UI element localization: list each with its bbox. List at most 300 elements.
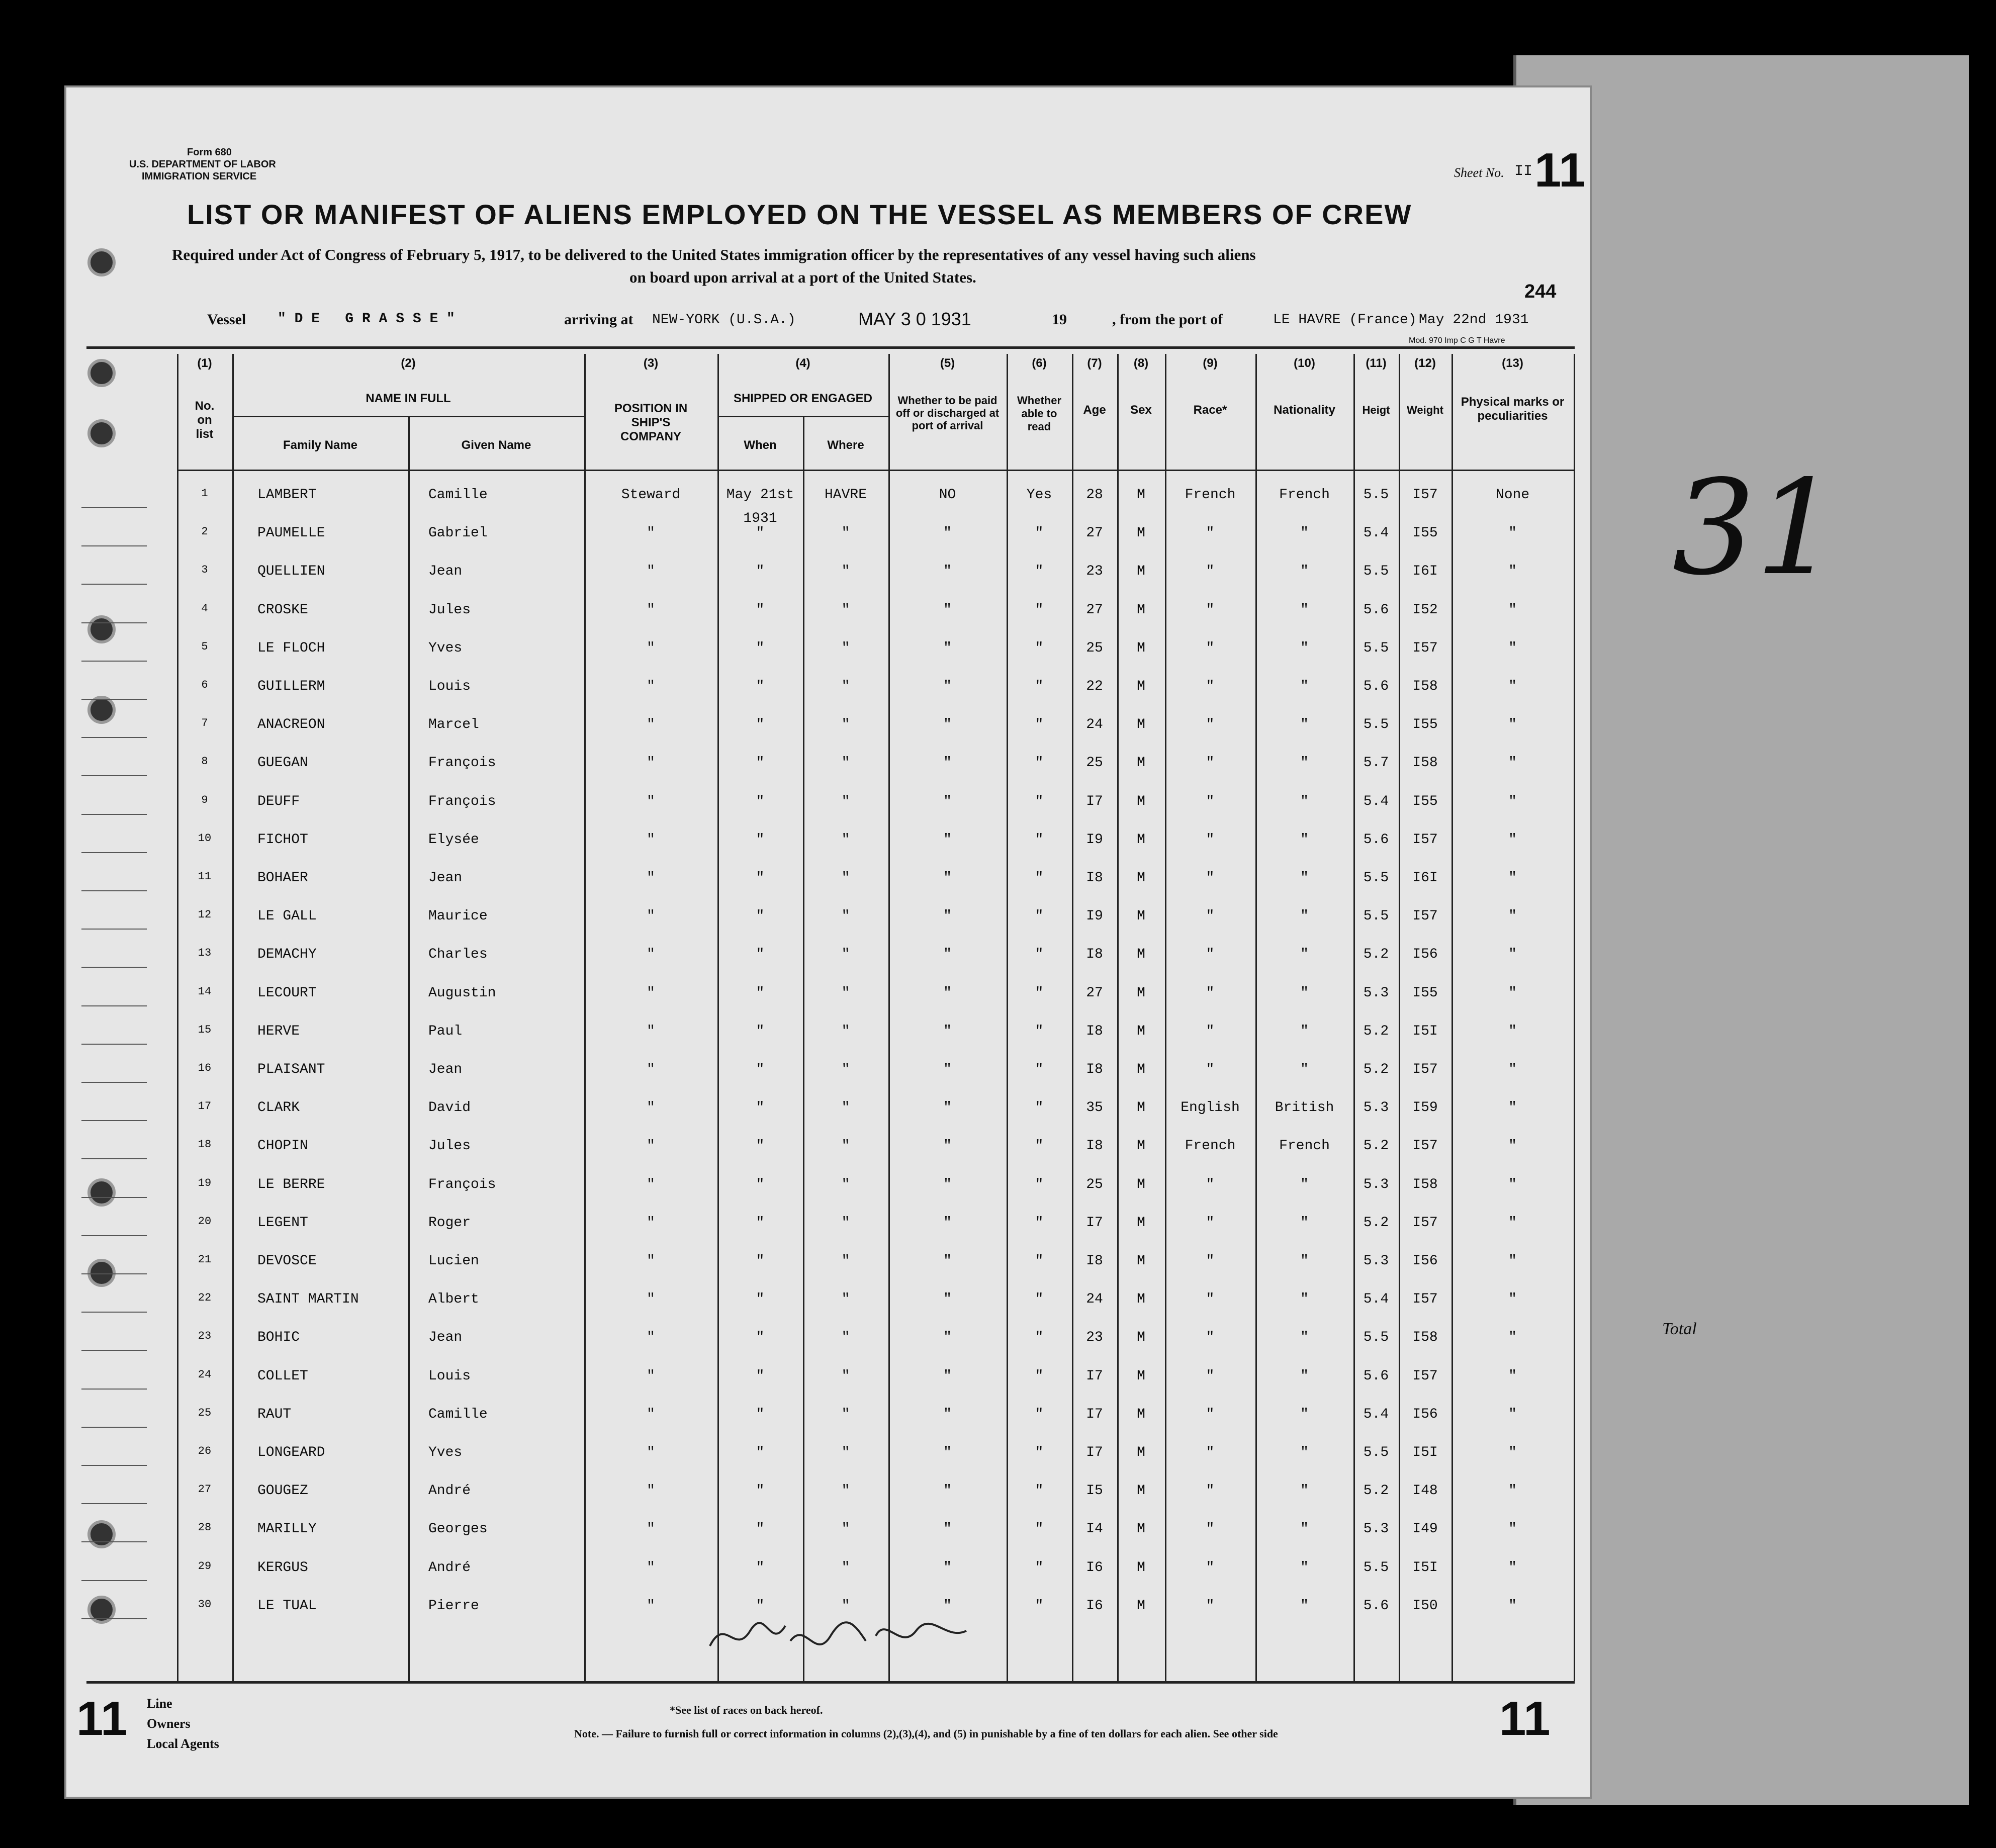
- cell-shipped-when: ": [756, 1176, 765, 1192]
- cell-given-name: François: [428, 1176, 496, 1192]
- row-rule: [81, 1120, 147, 1121]
- cell-able-to-read: ": [1035, 870, 1044, 886]
- cell-able-to-read: Yes: [1026, 487, 1052, 503]
- cell-family-name: QUELLIEN: [257, 564, 325, 580]
- cell-sex: M: [1137, 908, 1145, 925]
- cell-shipped-when: ": [756, 1291, 765, 1308]
- cell-shipped-when: ": [756, 1215, 765, 1231]
- cell-shipped-where: ": [841, 1062, 850, 1077]
- cell-nationality: French: [1279, 1138, 1330, 1154]
- cell-given-name: Camille: [428, 1406, 488, 1422]
- cell-family-name: DEUFF: [257, 793, 300, 809]
- punch-hole: [87, 1596, 116, 1624]
- cell-age: I7: [1086, 1215, 1103, 1231]
- cell-race: ": [1206, 1330, 1215, 1346]
- row-rule: [81, 737, 147, 738]
- punch-hole: [87, 1259, 116, 1287]
- vessel-name: " D E G R A S S E ": [278, 311, 455, 327]
- col-border: [1117, 354, 1119, 1681]
- cell-shipped-when: ": [756, 1253, 765, 1269]
- cell-shipped-when: ": [756, 1138, 765, 1154]
- cell-shipped-when: ": [756, 525, 765, 541]
- cell-shipped-where: ": [841, 602, 850, 618]
- punch-hole: [87, 419, 116, 447]
- cell-age: I5: [1086, 1483, 1103, 1499]
- col-header-list-no: No. on list: [195, 399, 215, 441]
- cell-sex: M: [1137, 1598, 1145, 1614]
- cell-paid-off: ": [943, 1406, 952, 1422]
- col-header-when: When: [744, 438, 777, 452]
- cell-row-number: 18: [198, 1138, 212, 1151]
- cell-shipped-where: ": [841, 1445, 850, 1460]
- row-rule: [81, 1618, 147, 1619]
- col-num-6: (6): [1032, 356, 1047, 370]
- cell-sex: M: [1137, 1368, 1145, 1384]
- col-border: [232, 354, 234, 1681]
- cell-position: ": [647, 1100, 655, 1116]
- cell-shipped-where: ": [841, 793, 850, 809]
- cell-age: 24: [1086, 1291, 1103, 1308]
- cell-weight: I5I: [1412, 1023, 1438, 1039]
- cell-row-number: 25: [198, 1406, 212, 1419]
- cell-weight: I49: [1412, 1521, 1438, 1537]
- cell-given-name: Jean: [428, 870, 463, 886]
- row-rule: [81, 1465, 147, 1466]
- cell-row-number: 17: [198, 1100, 212, 1113]
- cell-row-number: 15: [198, 1023, 212, 1036]
- cell-age: I8: [1086, 1253, 1103, 1269]
- cell-position: ": [647, 1253, 655, 1269]
- cell-able-to-read: ": [1035, 1521, 1044, 1537]
- cell-nationality: ": [1300, 793, 1309, 809]
- cell-age: I7: [1086, 793, 1103, 809]
- cell-weight: I58: [1412, 679, 1438, 694]
- cell-age: I8: [1086, 1138, 1103, 1154]
- punch-hole: [87, 1178, 116, 1207]
- cell-height: 5.3: [1363, 1100, 1389, 1116]
- cell-physical-marks: ": [1508, 1406, 1517, 1422]
- cell-able-to-read: ": [1035, 985, 1044, 1001]
- col-header-read: Whether able to read: [1017, 394, 1061, 433]
- cell-given-name: Charles: [428, 947, 488, 963]
- cell-position: ": [647, 1215, 655, 1231]
- cell-shipped-when: ": [756, 870, 765, 886]
- footer-number-right: 11: [1499, 1692, 1551, 1745]
- cell-shipped-where: ": [841, 1215, 850, 1231]
- cell-shipped-when: ": [756, 1023, 765, 1039]
- cell-height: 5.3: [1363, 1521, 1389, 1537]
- cell-position: ": [647, 1291, 655, 1308]
- cell-age: I7: [1086, 1445, 1103, 1460]
- cell-given-name: François: [428, 755, 496, 771]
- cell-shipped-when: ": [756, 1521, 765, 1537]
- cell-shipped-when: ": [756, 793, 765, 809]
- cell-age: 25: [1086, 1176, 1103, 1192]
- row-rule: [81, 1541, 147, 1542]
- footer-line-label: Line: [147, 1696, 172, 1711]
- row-rule: [81, 1044, 147, 1045]
- col-header-shipped: SHIPPED OR ENGAGED: [733, 392, 873, 405]
- cell-race: ": [1206, 831, 1215, 848]
- cell-family-name: LE BERRE: [257, 1176, 325, 1192]
- row-rule: [81, 1312, 147, 1313]
- cell-nationality: ": [1300, 564, 1309, 580]
- cell-position: ": [647, 717, 655, 733]
- cell-row-number: 2: [201, 525, 208, 538]
- cell-nationality: ": [1300, 1023, 1309, 1039]
- cell-able-to-read: ": [1035, 831, 1044, 848]
- cell-nationality: ": [1300, 1368, 1309, 1384]
- cell-position: ": [647, 1559, 655, 1576]
- cell-position: ": [647, 947, 655, 963]
- cell-paid-off: ": [943, 1521, 952, 1537]
- cell-race: ": [1206, 602, 1215, 618]
- cell-able-to-read: ": [1035, 602, 1044, 618]
- cell-weight: I57: [1412, 1138, 1438, 1154]
- col-border: [1451, 354, 1453, 1681]
- header-bottom-rule: [177, 470, 1575, 471]
- cell-nationality: ": [1300, 1291, 1309, 1308]
- cell-height: 5.6: [1363, 602, 1389, 618]
- cell-shipped-where: ": [841, 1483, 850, 1499]
- cell-shipped-where: HAVRE: [824, 487, 867, 503]
- row-rule: [81, 584, 147, 585]
- cell-age: I9: [1086, 908, 1103, 925]
- cell-family-name: COLLET: [257, 1368, 308, 1384]
- cell-able-to-read: ": [1035, 679, 1044, 694]
- cell-height: 5.2: [1363, 1023, 1389, 1039]
- cell-shipped-when: ": [756, 1100, 765, 1116]
- cell-height: 5.4: [1363, 1406, 1389, 1422]
- cell-shipped-where: ": [841, 1176, 850, 1192]
- cell-given-name: Gabriel: [428, 525, 488, 541]
- cell-age: 22: [1086, 679, 1103, 694]
- cell-able-to-read: ": [1035, 755, 1044, 771]
- cell-family-name: HERVE: [257, 1023, 300, 1039]
- cell-shipped-where: ": [841, 831, 850, 848]
- cell-race: ": [1206, 1176, 1215, 1192]
- row-rule: [81, 1350, 147, 1351]
- row-rule: [81, 1197, 147, 1198]
- cell-weight: I55: [1412, 793, 1438, 809]
- col-num-4: (4): [795, 356, 810, 370]
- cell-shipped-when: ": [756, 1368, 765, 1384]
- cell-physical-marks: ": [1508, 755, 1517, 771]
- cell-position: ": [647, 564, 655, 580]
- cell-race: ": [1206, 1559, 1215, 1576]
- cell-age: I8: [1086, 947, 1103, 963]
- from-port: LE HAVRE (France): [1273, 312, 1417, 328]
- cell-nationality: ": [1300, 1253, 1309, 1269]
- cell-nationality: ": [1300, 908, 1309, 925]
- cell-nationality: ": [1300, 1406, 1309, 1422]
- cell-race: ": [1206, 1215, 1215, 1231]
- cell-nationality: ": [1300, 985, 1309, 1001]
- printer-imprint: Mod. 970 Imp C G T Havre: [1409, 336, 1505, 345]
- cell-shipped-where: ": [841, 1521, 850, 1537]
- cell-able-to-read: ": [1035, 1406, 1044, 1422]
- cell-age: I6: [1086, 1598, 1103, 1614]
- cell-row-number: 12: [198, 908, 212, 921]
- cell-row-number: 9: [201, 793, 208, 806]
- cell-row-number: 7: [201, 717, 208, 730]
- cell-paid-off: ": [943, 679, 952, 694]
- cell-family-name: CHOPIN: [257, 1138, 308, 1154]
- cell-physical-marks: ": [1508, 1253, 1517, 1269]
- col-header-paid-off: Whether to be paid off or discharged at port of arrival: [895, 394, 1000, 432]
- cell-nationality: ": [1300, 1330, 1309, 1346]
- cell-age: 35: [1086, 1100, 1103, 1116]
- cell-family-name: LAMBERT: [257, 487, 317, 503]
- cell-given-name: Jules: [428, 1138, 471, 1154]
- cell-able-to-read: ": [1035, 717, 1044, 733]
- cell-position: ": [647, 1521, 655, 1537]
- row-rule: [81, 1005, 147, 1006]
- cell-nationality: ": [1300, 1598, 1309, 1614]
- cell-shipped-where: ": [841, 1406, 850, 1422]
- cell-sex: M: [1137, 1023, 1145, 1039]
- cell-position: Steward: [621, 487, 681, 503]
- cell-age: 27: [1086, 525, 1103, 541]
- cell-paid-off: ": [943, 908, 952, 925]
- cell-age: 27: [1086, 602, 1103, 618]
- cell-height: 5.2: [1363, 1138, 1389, 1154]
- cell-family-name: LECOURT: [257, 985, 317, 1001]
- cell-position: ": [647, 1138, 655, 1154]
- cell-age: 28: [1086, 487, 1103, 503]
- cell-family-name: LONGEARD: [257, 1445, 325, 1460]
- cell-position: ": [647, 831, 655, 848]
- cell-sex: M: [1137, 1215, 1145, 1231]
- cell-race: English: [1181, 1100, 1240, 1116]
- cell-weight: I57: [1412, 908, 1438, 925]
- cell-shipped-where: ": [841, 1100, 850, 1116]
- cell-family-name: SAINT MARTIN: [257, 1291, 359, 1308]
- cell-shipped-when: ": [756, 985, 765, 1001]
- cell-height: 5.5: [1363, 1330, 1389, 1346]
- col-border: [1353, 354, 1355, 1681]
- cell-weight: I52: [1412, 602, 1438, 618]
- cell-shipped-where: ": [841, 525, 850, 541]
- col-num-9: (9): [1203, 356, 1218, 370]
- cell-able-to-read: ": [1035, 1062, 1044, 1077]
- cell-weight: I55: [1412, 525, 1438, 541]
- cell-height: 5.5: [1363, 564, 1389, 580]
- cell-position: ": [647, 1445, 655, 1460]
- cell-weight: I56: [1412, 947, 1438, 963]
- cell-position: ": [647, 908, 655, 925]
- cell-given-name: François: [428, 793, 496, 809]
- cell-row-number: 21: [198, 1253, 212, 1266]
- cell-weight: I57: [1412, 1291, 1438, 1308]
- cell-row-number: 23: [198, 1330, 212, 1343]
- cell-nationality: British: [1275, 1100, 1334, 1116]
- cell-shipped-where: ": [841, 755, 850, 771]
- cell-row-number: 4: [201, 602, 208, 615]
- row-rule: [81, 545, 147, 546]
- races-note: *See list of races on back hereof.: [670, 1704, 823, 1716]
- row-rule: [81, 661, 147, 662]
- cell-position: ": [647, 755, 655, 771]
- cell-position: ": [647, 793, 655, 809]
- col-num-10: (10): [1294, 356, 1315, 370]
- cell-family-name: DEVOSCE: [257, 1253, 317, 1269]
- cell-row-number: 22: [198, 1291, 212, 1305]
- row-rule: [81, 507, 147, 508]
- cell-paid-off: ": [943, 985, 952, 1001]
- cell-given-name: André: [428, 1483, 471, 1499]
- cell-nationality: ": [1300, 1445, 1309, 1460]
- cell-sex: M: [1137, 870, 1145, 886]
- col-header-name: NAME IN FULL: [366, 392, 451, 405]
- cell-sex: M: [1137, 602, 1145, 618]
- year-label: 19: [1052, 311, 1067, 328]
- row-rule: [81, 1273, 147, 1274]
- row-rule: [81, 1503, 147, 1504]
- cell-weight: I6I: [1412, 564, 1438, 580]
- cell-sex: M: [1137, 1406, 1145, 1422]
- reference-number: 244: [1524, 281, 1557, 302]
- cell-nationality: ": [1300, 640, 1309, 656]
- cell-able-to-read: ": [1035, 1598, 1044, 1614]
- cell-height: 5.2: [1363, 947, 1389, 963]
- cell-paid-off: ": [943, 1368, 952, 1384]
- cell-paid-off: ": [943, 564, 952, 580]
- cell-shipped-where: ": [841, 679, 850, 694]
- col-border: [584, 354, 586, 1681]
- cell-physical-marks: ": [1508, 831, 1517, 848]
- cell-weight: I5I: [1412, 1559, 1438, 1576]
- cell-height: 5.3: [1363, 1253, 1389, 1269]
- col-header-marks: Physical marks or peculiarities: [1461, 395, 1565, 423]
- cell-shipped-when: ": [756, 602, 765, 618]
- cell-weight: I48: [1412, 1483, 1438, 1499]
- cell-shipped-when: ": [756, 564, 765, 580]
- cell-race: ": [1206, 1291, 1215, 1308]
- cell-paid-off: ": [943, 1023, 952, 1039]
- cell-given-name: Camille: [428, 487, 488, 503]
- subtitle-line-2: on board upon arrival at a port of the United States.: [629, 268, 976, 286]
- cell-age: 23: [1086, 1330, 1103, 1346]
- cell-able-to-read: ": [1035, 564, 1044, 580]
- cell-family-name: GOUGEZ: [257, 1483, 308, 1499]
- cell-physical-marks: ": [1508, 1368, 1517, 1384]
- cell-given-name: Louis: [428, 1368, 471, 1384]
- cell-race: ": [1206, 640, 1215, 656]
- col-border: [177, 354, 178, 1681]
- cell-physical-marks: None: [1495, 487, 1530, 503]
- cell-shipped-where: ": [841, 1138, 850, 1154]
- cell-family-name: LE GALL: [257, 908, 317, 925]
- from-label: , from the port of: [1112, 311, 1223, 328]
- cell-able-to-read: ": [1035, 1368, 1044, 1384]
- cell-given-name: Pierre: [428, 1598, 479, 1614]
- cell-height: 5.5: [1363, 717, 1389, 733]
- row-rule: [81, 852, 147, 853]
- cell-weight: I57: [1412, 831, 1438, 848]
- cell-family-name: LE FLOCH: [257, 640, 325, 656]
- cell-height: 5.3: [1363, 985, 1389, 1001]
- cell-row-number: 6: [201, 679, 208, 691]
- cell-age: 25: [1086, 755, 1103, 771]
- cell-family-name: DEMACHY: [257, 947, 317, 963]
- punch-hole: [87, 615, 116, 643]
- cell-given-name: Lucien: [428, 1253, 479, 1269]
- cell-shipped-where: ": [841, 717, 850, 733]
- cell-given-name: Paul: [428, 1023, 463, 1039]
- cell-height: 5.5: [1363, 1559, 1389, 1576]
- cell-paid-off: ": [943, 947, 952, 963]
- cell-race: ": [1206, 679, 1215, 694]
- cell-shipped-where: ": [841, 640, 850, 656]
- cell-shipped-when: ": [756, 947, 765, 963]
- cell-race: ": [1206, 525, 1215, 541]
- cell-given-name: Yves: [428, 640, 463, 656]
- cell-position: ": [647, 1023, 655, 1039]
- cell-nationality: ": [1300, 525, 1309, 541]
- cell-able-to-read: ": [1035, 1330, 1044, 1346]
- cell-family-name: GUEGAN: [257, 755, 308, 771]
- cell-given-name: Elysée: [428, 831, 479, 848]
- arriving-port: NEW-YORK (U.S.A.): [652, 312, 796, 328]
- cell-able-to-read: ": [1035, 947, 1044, 963]
- cell-row-number: 5: [201, 640, 208, 653]
- cell-position: ": [647, 1483, 655, 1499]
- cell-able-to-read: ": [1035, 1100, 1044, 1116]
- cell-paid-off: ": [943, 755, 952, 771]
- cell-family-name: PAUMELLE: [257, 525, 325, 541]
- cell-able-to-read: ": [1035, 525, 1044, 541]
- cell-row-number: 29: [198, 1559, 212, 1573]
- footer-number-left: 11: [76, 1692, 128, 1745]
- arriving-label: arriving at: [564, 311, 633, 328]
- col-border: [1165, 354, 1166, 1681]
- cell-sex: M: [1137, 1138, 1145, 1154]
- cell-weight: I5I: [1412, 1445, 1438, 1460]
- col-border: [1072, 354, 1073, 1681]
- subtitle-line-1: Required under Act of Congress of February 5, 1917, to be delivered to the United States immigration officer by the representatives of any vessel having such aliens: [172, 246, 1256, 263]
- col-header-position: POSITION IN SHIP'S COMPANY: [614, 402, 688, 443]
- cell-shipped-when: ": [756, 679, 765, 694]
- cell-shipped-where: ": [841, 1253, 850, 1269]
- cell-shipped-when: May 21st: [726, 487, 794, 503]
- cell-shipped-when: ": [756, 640, 765, 656]
- cell-weight: I59: [1412, 1100, 1438, 1116]
- col-num-12: (12): [1414, 356, 1436, 370]
- cell-paid-off: ": [943, 1598, 952, 1614]
- cell-age: I4: [1086, 1521, 1103, 1537]
- cell-height: 5.4: [1363, 525, 1389, 541]
- sheet-label: Sheet No.: [1454, 165, 1504, 180]
- col-num-5: (5): [940, 356, 955, 370]
- cell-position: ": [647, 640, 655, 656]
- cell-nationality: ": [1300, 717, 1309, 733]
- row-rule: [81, 1580, 147, 1581]
- cell-paid-off: ": [943, 1330, 952, 1346]
- cell-sex: M: [1137, 564, 1145, 580]
- cell-row-number: 28: [198, 1521, 212, 1534]
- cell-family-name: KERGUS: [257, 1559, 308, 1576]
- cell-physical-marks: ": [1508, 564, 1517, 580]
- cell-physical-marks: ": [1508, 640, 1517, 656]
- cell-age: I8: [1086, 870, 1103, 886]
- cell-position: ": [647, 525, 655, 541]
- cell-paid-off: ": [943, 602, 952, 618]
- cell-given-name: Albert: [428, 1291, 479, 1308]
- cell-race: ": [1206, 908, 1215, 925]
- cell-paid-off: ": [943, 1100, 952, 1116]
- row-rule: [81, 890, 147, 891]
